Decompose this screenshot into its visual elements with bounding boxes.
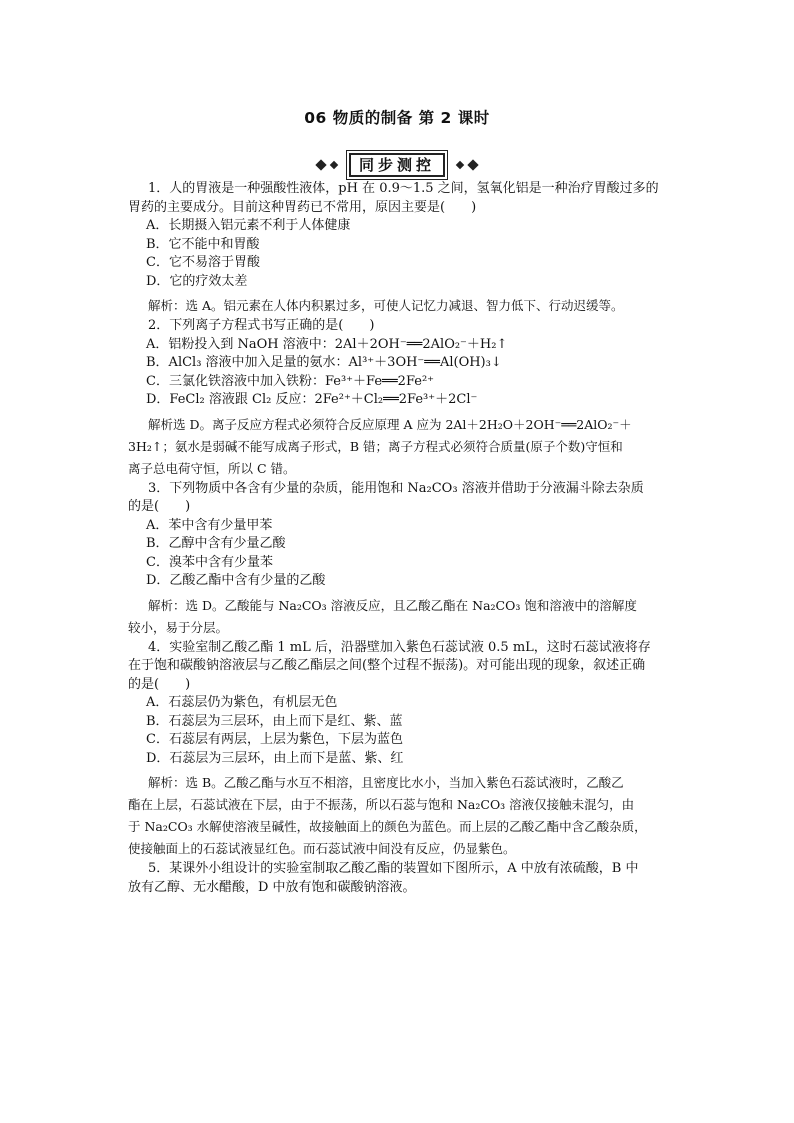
question-text: 的是( ) — [128, 676, 191, 692]
option-c: C．溴苯中含有少量苯 — [146, 554, 273, 570]
explanation: 于 Na₂CO₃ 水解使溶液呈碱性，故接触面上的颜色为蓝色。而上层的乙酸乙酯中含乙酸杂质， — [128, 819, 647, 834]
option-d: D．石蕊层为三层环，由上而下是蓝、紫、红 — [146, 750, 404, 766]
question-text: 的是( ) — [128, 499, 191, 514]
explanation: 3H₂↑；氨水是弱碱不能写成离子形式，B 错；离子方程式必须符合质量(原子个数)守恒和 — [128, 438, 623, 454]
explanation: 使接触面上的石蕊试液显红色。而石蕊试液中间没有反应，仍显紫色。 — [128, 841, 516, 856]
question-text: 1．人的胃液是一种强酸性液体，pH 在 0.9～1.5 之间，氢氧化铝是一种治疗胃酸过多的 — [148, 181, 659, 196]
questions — [128, 180, 688, 897]
question-text: 3．下列物质中各含有少量的杂质，能用饱和 Na₂CO₃ 溶液并借助于分液漏斗除去杂质 — [148, 480, 644, 496]
question-text: 5．某课外小组设计的实验室制取乙酸乙酯的装置如下图所示，A 中放有浓硫酸，B 中 — [148, 861, 639, 876]
explanation: 酯在上层，石蕊试液在下层，由于不振荡，所以石蕊与饱和 Na₂CO₃ 溶液仅接触未混匀，由 — [128, 797, 635, 812]
option-c: C．三氯化铁溶液中加入铁粉：Fe³⁺＋Fe══2Fe²⁺ — [146, 373, 435, 389]
question-text: 放有乙醇、无水醋酸，D 中放有饱和碳酸钠溶液。 — [128, 879, 416, 895]
option-b: B．石蕊层为三层环，由上而下是红、紫、蓝 — [146, 713, 403, 729]
explanation: 解析：选 D。乙酸能与 Na₂CO₃ 溶液反应，且乙酸乙酯在 Na₂CO₃ 饱和溶液中的溶解度 — [148, 597, 637, 613]
banner-label: 同步测控 — [349, 153, 445, 177]
question-text: 在于饱和碳酸钠溶液层与乙酸乙酯层之间(整个过程不振荡)。对可能出现的现象，叙述正确 — [128, 658, 646, 673]
section-banner — [0, 152, 794, 178]
explanation: 离子总电荷守恒，所以 C 错。 — [128, 460, 296, 476]
diamond-icon — [330, 161, 338, 169]
option-a: A．石蕊层仍为紫色，有机层无色 — [146, 695, 338, 710]
question-text: 胃药的主要成分。目前这种胃药已不常用，原因主要是( ) — [128, 199, 477, 215]
explanation: 较小，易于分层。 — [128, 619, 229, 635]
option-c: C．它不易溶于胃酸 — [146, 255, 260, 270]
question-3 — [128, 480, 688, 639]
question-text: 2．下列离子方程式书写正确的是( ) — [148, 318, 375, 333]
option-d: D．乙酸乙酯中含有少量的乙酸 — [146, 573, 326, 588]
question-text: 4．实验室制乙酸乙酯 1 mL 后，沿器壁加入紫色石蕊试液 0.5 mL，这时石蕊试液将存 — [148, 639, 651, 655]
explanation: 解析选 D。离子反应方程式必须符合反应原理 A 应为 2Al＋2H₂O＋2OH⁻══2AlO₂⁻＋ — [148, 416, 632, 432]
option-d: D．它的疗效太差 — [146, 273, 248, 289]
explanation: 解析：选 A。铝元素在人体内积累过多，可使人记忆力减退、智力低下、行动迟缓等。 — [148, 298, 624, 313]
option-b: B．AlCl₃ 溶液中加入足量的氨水：Al³⁺＋3OH⁻══Al(OH)₃↓ — [146, 355, 502, 370]
option-b: B．它不能中和胃酸 — [146, 236, 260, 252]
question-1 — [128, 180, 688, 317]
page-title: 06 物质的制备 第 2 课时 — [304, 109, 490, 127]
option-a: A．苯中含有少量甲苯 — [146, 517, 273, 533]
explanation: 解析：选 B。乙酸乙酯与水互不相溶，且密度比水小，当加入紫色石蕊试液时，乙酸乙 — [148, 775, 624, 790]
question-4 — [128, 639, 688, 861]
option-c: C．石蕊层有两层，上层为紫色，下层为蓝色 — [146, 732, 403, 747]
option-d: D．FeCl₂ 溶液跟 Cl₂ 反应：2Fe²⁺＋Cl₂══2Fe³⁺＋2Cl⁻ — [146, 392, 478, 407]
diamond-icon — [456, 161, 464, 169]
diamond-icon — [315, 159, 326, 170]
option-b: B．乙醇中含有少量乙酸 — [146, 536, 286, 551]
option-a: A．铝粉投入到 NaOH 溶液中：2Al＋2OH⁻══2AlO₂⁻＋H₂↑ — [146, 336, 508, 352]
question-2 — [128, 317, 688, 480]
option-a: A．长期摄入铝元素不利于人体健康 — [146, 218, 351, 233]
question-5 — [128, 860, 688, 897]
diamond-icon — [467, 159, 478, 170]
